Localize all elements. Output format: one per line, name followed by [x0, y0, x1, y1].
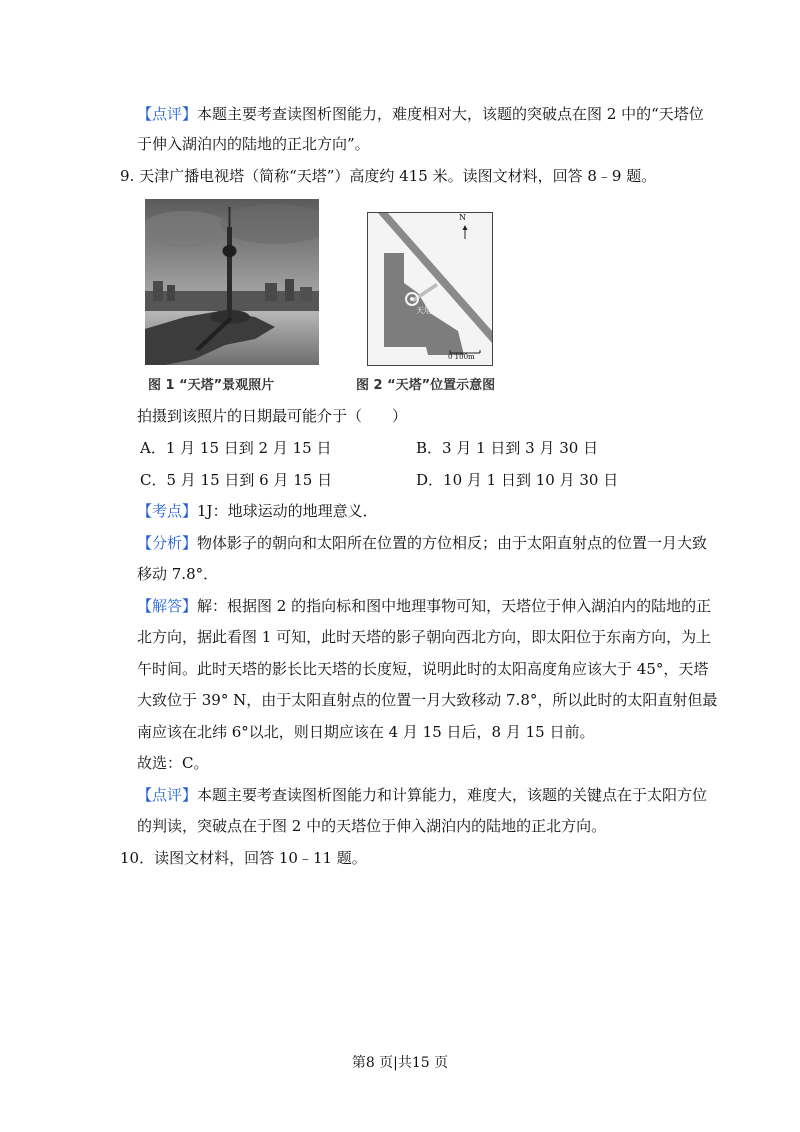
answer-line: 故选：C。	[137, 754, 209, 772]
page-footer: 第8 页|共15 页	[351, 1055, 449, 1071]
tower-label: 天塔	[416, 306, 432, 315]
comment-prev-line1: 【点评】本题主要考查读图析图能力，难度相对大，该题的突破点在图 2 中的“天塔位	[137, 105, 704, 123]
kaodian-line: 【考点】1J：地球运动的地理意义．	[137, 502, 378, 520]
jieda-line4: 大致位于 39° N，由于太阳直射点的位置一月大致移动 7.8°，所以此时的太阳直射但最	[137, 691, 718, 709]
jieda-line5: 南应该在北纬 6°以北，则日期应该在 4 月 15 日后，8 月 15 日前。	[137, 723, 595, 741]
fenxi-line1: 【分析】物体影子的朝向和太阳所在位置的方位相反；由于太阳直射点的位置一月大致	[137, 534, 708, 552]
comment-prev-line2: 于伸入湖泊内的陆地的正北方向”。	[137, 135, 370, 153]
question-text: 拍摄到该照片的日期最可能介于（ ）	[137, 407, 408, 425]
jieda-line1: 【解答】解：根据图 2 的指向标和图中地理事物可知，天塔位于伸入湖泊内的陆地的正	[137, 597, 712, 615]
kaodian-tag: 【考点】	[137, 502, 198, 520]
question-9-stem: 9. 天津广播电视塔（简称“天塔”）高度约 415 米。读图文材料，回答 8﹣9 题。	[120, 167, 657, 185]
fenxi-line2: 移动 7.8°．	[137, 565, 219, 583]
figure-1-photo	[145, 199, 319, 365]
question-10-stem: 10．读图文材料，回答 10﹣11 题。	[120, 849, 367, 867]
option-c: C．5 月 15 日到 6 月 15 日	[140, 471, 333, 489]
fenxi-tag: 【分析】	[137, 534, 198, 552]
jieda-tag: 【解答】	[137, 597, 198, 615]
dianping-line1: 【点评】本题主要考查读图析图能力和计算能力，难度大，该题的关键点在于太阳方位	[137, 786, 708, 804]
figure-1-caption: 图 1 “天塔”景观照片	[148, 378, 275, 393]
scale-label: 0 100m	[448, 353, 475, 361]
option-d: D．10 月 1 日到 10 月 30 日	[416, 471, 619, 489]
dianping-line2: 的判读，突破点在于图 2 中的天塔位于伸入湖泊内的陆地的正北方向。	[137, 817, 607, 835]
jieda-line2: 北方向，据此看图 1 可知，此时天塔的影子朝向西北方向，即太阳位于东南方向，为上	[137, 628, 712, 646]
dianping-tag: 【点评】	[137, 786, 198, 804]
comment-tag: 【点评】	[137, 105, 198, 123]
north-label: N	[459, 213, 466, 222]
jieda-line3: 午时间。此时天塔的影长比天塔的长度短，说明此时的太阳高度角应该大于 45°，天塔	[137, 660, 709, 678]
option-a: A．1 月 15 日到 2 月 15 日	[140, 439, 332, 457]
figure-2-map	[367, 212, 493, 366]
option-b: B．3 月 1 日到 3 月 30 日	[416, 439, 599, 457]
figure-2-caption: 图 2 “天塔”位置示意图	[356, 378, 496, 393]
